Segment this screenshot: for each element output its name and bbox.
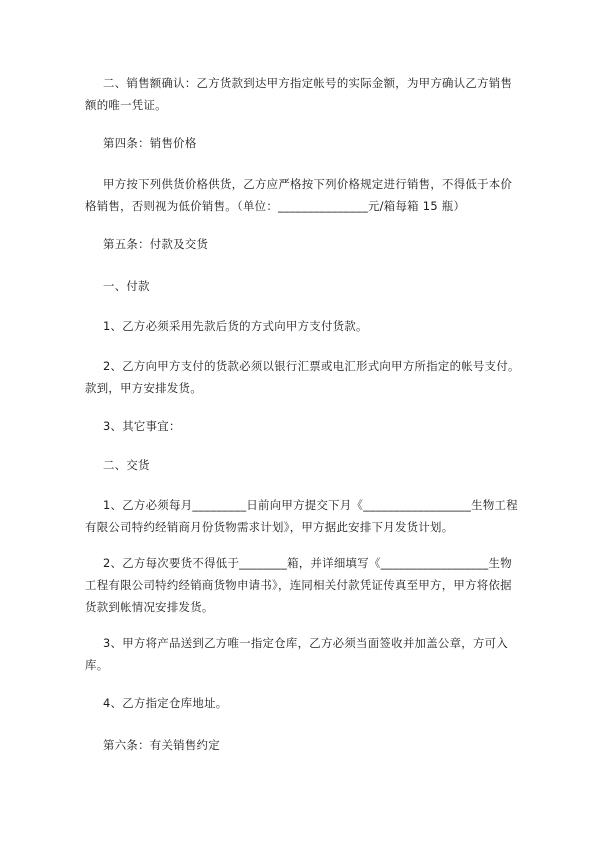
text-line: 甲方按下列供货价格供货，乙方应严格按下列价格规定进行销售，不得低于本价 <box>103 177 513 191</box>
paragraph-delivery-2 <box>85 552 535 618</box>
text-line: 1、乙方必须采用先款后货的方式向甲方支付货款。 <box>103 319 368 333</box>
text-line: 库。 <box>85 658 109 672</box>
text-line: 第四条：销售价格 <box>103 136 197 150</box>
heading-payment <box>103 275 535 297</box>
text-line: 2、乙方每次要货不得低于________箱，并详细填写《__________________生物 <box>103 556 512 570</box>
heading-delivery <box>103 454 535 476</box>
text-line: 3、其它事宜： <box>103 419 181 433</box>
text-line: 3、甲方将产品送到乙方唯一指定仓库，乙方必须当面签收并加盖公章，方可入 <box>103 636 509 650</box>
text-line: 二、交货 <box>103 458 150 472</box>
paragraph-delivery-4 <box>103 692 535 714</box>
paragraph-delivery-3 <box>85 632 535 676</box>
text-line: 4、乙方指定仓库地址。 <box>103 696 228 710</box>
paragraph-payment-1 <box>103 315 535 337</box>
text-line: 1、乙方必须每月_________日前向甲方提交下月《__________________生物工程 <box>103 498 518 512</box>
text-line: 有限公司特约经销商月份货物需求计划》，甲方据此安排下月发货计划。 <box>85 520 454 534</box>
text-line: 二、销售额确认：乙方货款到达甲方指定帐号的实际金额，为甲方确认乙方销售 <box>103 76 513 90</box>
text-line: 额的唯一凭证。 <box>85 98 167 112</box>
text-line: 款到，甲方安排发货。 <box>85 381 202 395</box>
text-line: 一、付款 <box>103 279 150 293</box>
paragraph-payment-2 <box>85 355 535 399</box>
heading-article-five <box>103 233 535 255</box>
text-line: 第五条：付款及交货 <box>103 237 209 251</box>
heading-article-four <box>103 132 535 154</box>
paragraph-delivery-1 <box>85 494 535 538</box>
text-line: 第六条：有关销售约定 <box>103 738 220 752</box>
paragraph-payment-3 <box>103 415 535 437</box>
heading-article-six <box>103 734 535 756</box>
text-line: 2、乙方向甲方支付的货款必须以银行汇票或电汇形式向甲方所指定的帐号支付。 <box>103 359 520 373</box>
paragraph-sales-confirmation <box>85 72 535 116</box>
text-line: 工程有限公司特约经销商货物申请书》，连同相关付款凭证传真至甲方，甲方将依据 <box>85 578 512 592</box>
text-line: 货款到帐情况安排发货。 <box>85 600 214 614</box>
paragraph-sales-price <box>85 173 535 217</box>
text-line: 格销售，否则视为低价销售。（单位：_______________元/箱每箱 15 瓶） <box>85 199 466 213</box>
